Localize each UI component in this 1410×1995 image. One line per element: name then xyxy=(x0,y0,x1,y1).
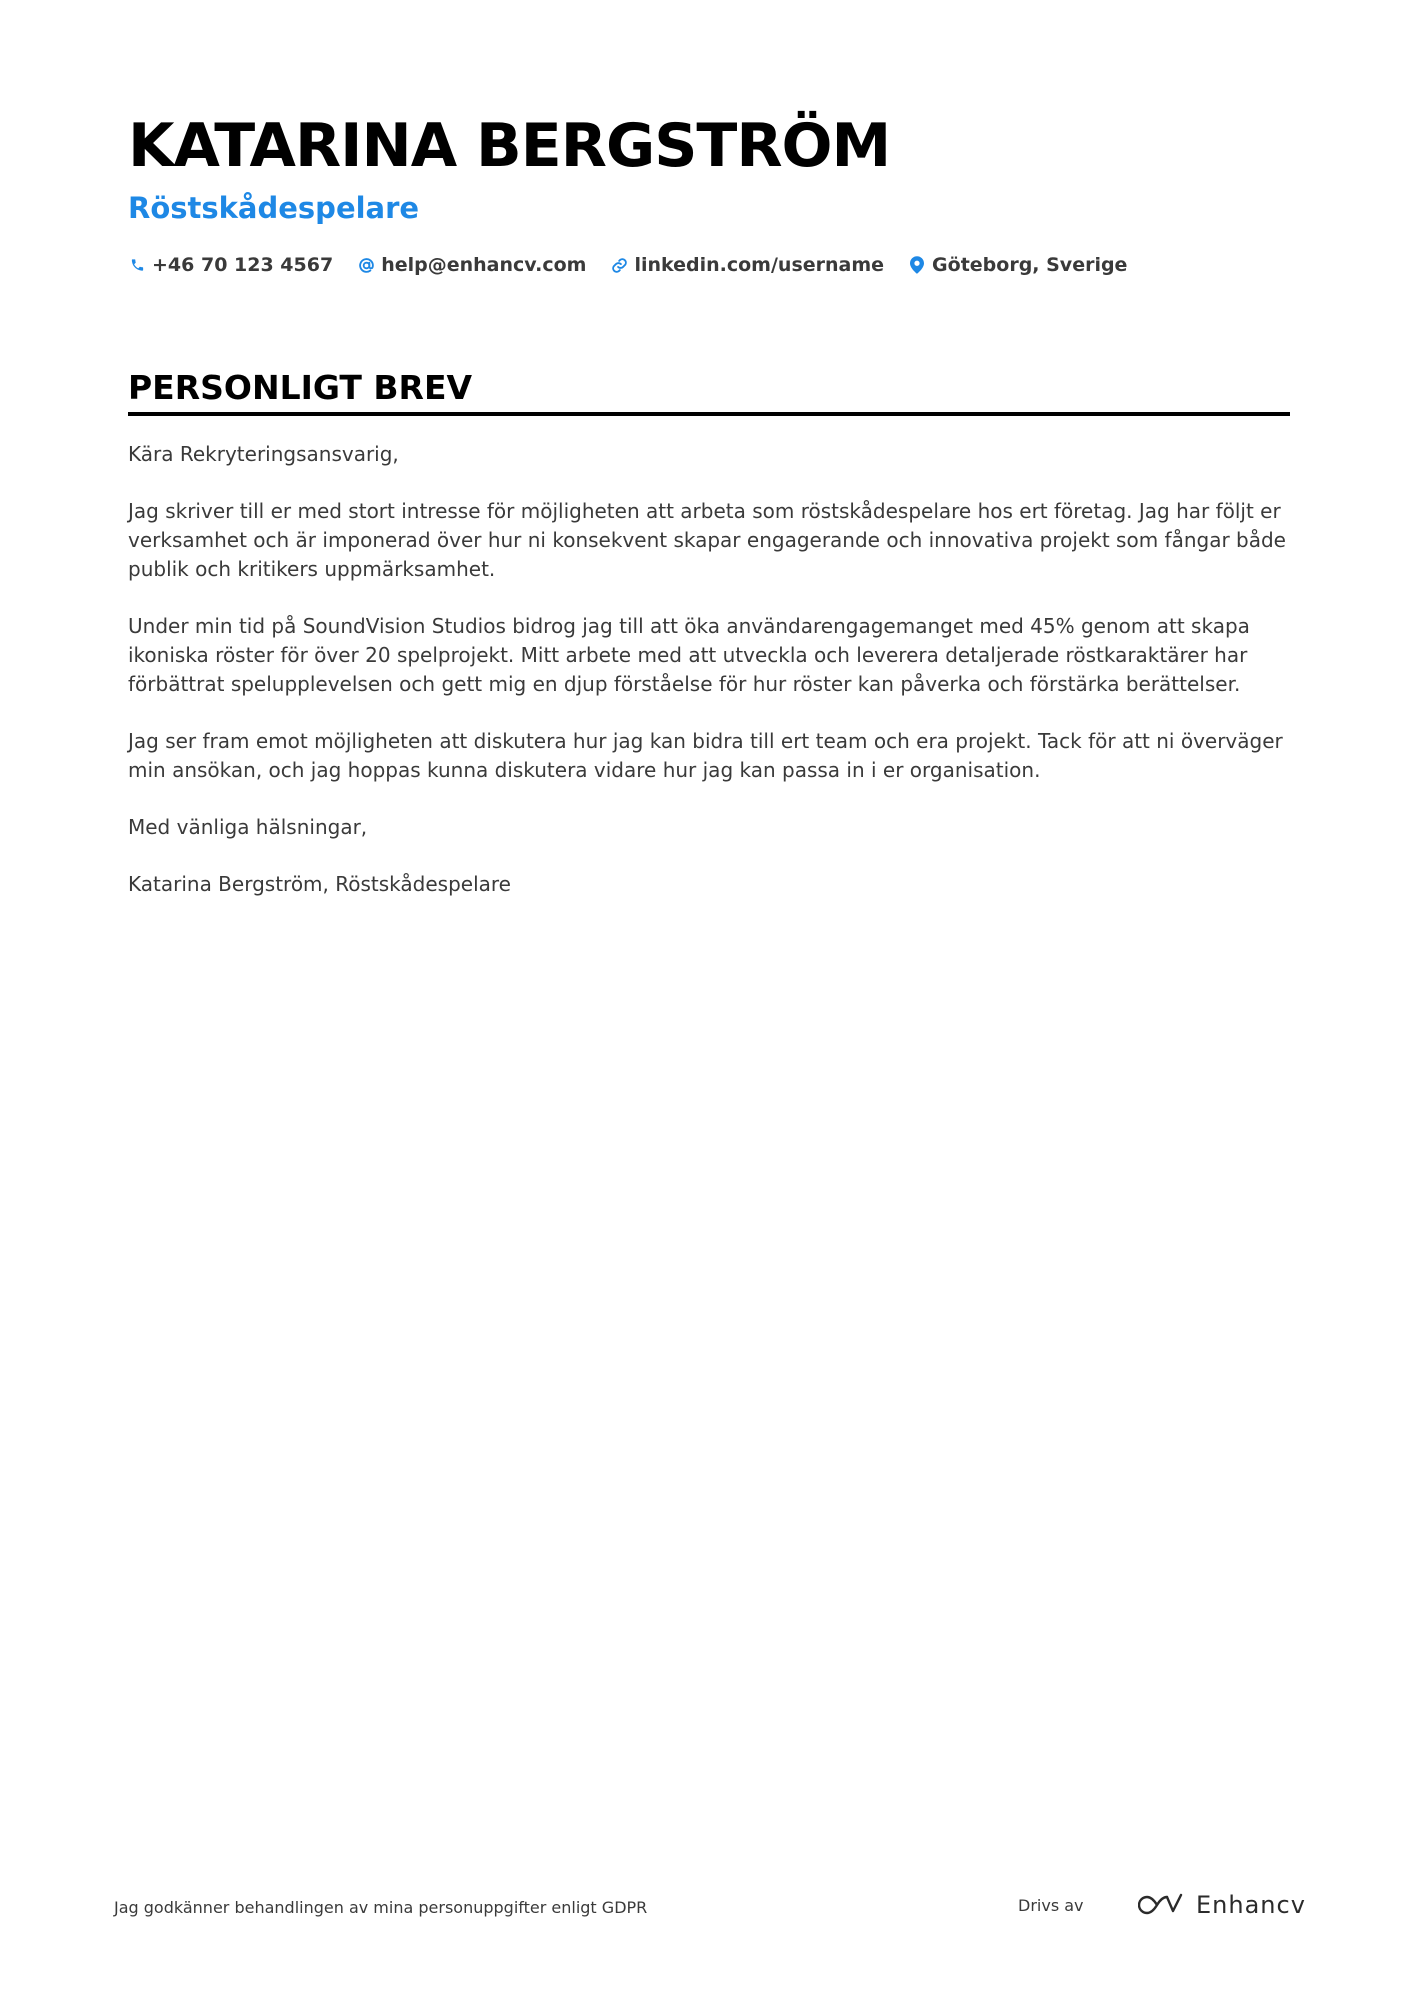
cover-letter-section xyxy=(128,366,1290,927)
link-icon xyxy=(610,255,628,275)
header xyxy=(128,108,1288,280)
location-text: Göteborg, Sverige xyxy=(932,254,1128,276)
contact-email[interactable] xyxy=(357,254,586,276)
letter-paragraph: Under min tid på SoundVision Studios bidrog jag till att öka användarengagemanget med 45% genom att skapa ikoniska röster för över 20 spelprojekt. Mitt arbete med att utveckla och leverera detaljerade röstkaraktärer har förbättrat spelupplevelsen och gett mig en djup förståelse för hur röster kan påverka och förstärka berättelser. xyxy=(128,614,1250,696)
letter-paragraph: Jag skriver till er med stort intresse för möjligheten att arbeta som röstskådespelare hos ert företag. Jag har följt er verksamhet och är imponerad över hur ni konsekvent skapar engagerande och innovativa projekt som fångar både publik och kritikers uppmärksamhet. xyxy=(128,499,1286,581)
letter-body xyxy=(128,440,1288,899)
brand-logo[interactable] xyxy=(1138,1888,1306,1922)
at-icon xyxy=(357,255,375,275)
section-divider xyxy=(128,412,1290,416)
letter-paragraph: Jag ser fram emot möjligheten att diskutera hur jag kan bidra till ert team och era projekt. Tack för att ni överväger min ansökan, och jag hoppas kunna diskutera vidare hur jag kan passa in i er organisation. xyxy=(128,729,1283,782)
contact-phone xyxy=(128,254,333,276)
linkedin-text: linkedin.com/username xyxy=(634,254,885,276)
phone-icon xyxy=(128,255,146,275)
salutation: Kära Rekryteringsansvarig, xyxy=(128,442,399,466)
contact-row xyxy=(128,250,1288,280)
location-pin-icon xyxy=(908,255,926,275)
job-title: Röstskådespelare xyxy=(128,191,420,225)
email-text: help@enhancv.com xyxy=(381,254,587,276)
section-title: PERSONLIGT BREV xyxy=(128,368,473,407)
gdpr-consent-text: Jag godkänner behandlingen av mina personuppgifter enligt GDPR xyxy=(114,1898,648,1917)
brand-name: Enhancv xyxy=(1196,1891,1306,1919)
contact-linkedin[interactable] xyxy=(610,254,884,276)
phone-text: +46 70 123 4567 xyxy=(152,254,334,276)
signature: Katarina Bergström, Röstskådespelare xyxy=(128,872,511,896)
enhancv-logo-icon xyxy=(1138,1892,1184,1918)
contact-location xyxy=(908,254,1127,276)
candidate-name: KATARINA BERGSTRÖM xyxy=(128,111,891,181)
footer xyxy=(114,1880,1306,1930)
powered-by-label: Drivs av xyxy=(1018,1896,1084,1915)
closing: Med vänliga hälsningar, xyxy=(128,815,368,839)
